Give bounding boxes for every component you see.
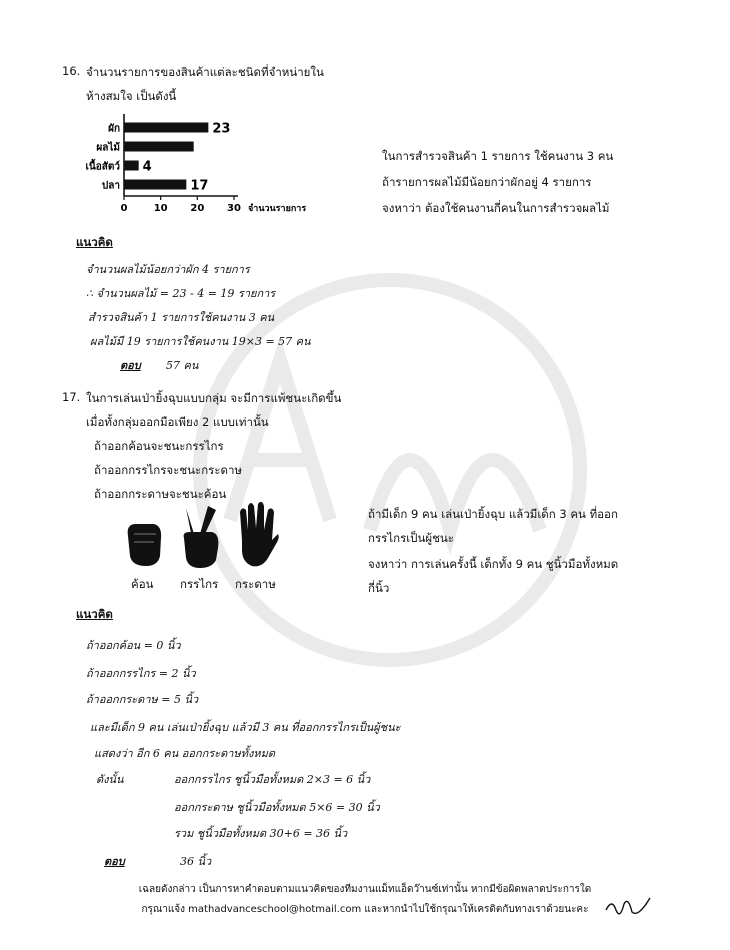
bar (124, 180, 186, 190)
q17-side-text-4: กี่นิ้ว (368, 581, 390, 595)
q16-side-text-2: ถ้ารายการผลไม้มีน้อยกว่าผักอยู่ 4 รายการ (382, 175, 592, 189)
q17-rule: ถ้าออกกระดาษจะชนะค้อน (94, 487, 227, 501)
q17-side-text-3: จงหาว่า การเล่นครั้งนี้ เด็กทั้ง 9 คน ชูนิ้วมือทั้งหมด (368, 557, 619, 571)
bar-chart (70, 110, 330, 220)
q16-solution-heading: แนวคิด (76, 235, 113, 249)
q17-answer-value: 36 นิ้ว (180, 855, 212, 868)
q17-solution-line: แสดงว่า อีก 6 คน ออกกระดาษทั้งหมด (94, 747, 275, 760)
hand-label-scissors: กรรไกร (180, 577, 219, 591)
q17-line1: ในการเล่นเป่ายิ้งฉุบแบบกลุ่ม จะมีการแพ้ชนะเกิดขึ้น (86, 391, 342, 405)
data-label: 4 (142, 159, 152, 175)
q17-rule: ถ้าออกค้อนจะชนะกรรไกร (94, 439, 224, 453)
open-hand-icon (234, 500, 280, 570)
q16-line2: ห้างสมใจ เป็นดังนี้ (86, 89, 177, 103)
q16-side-text-3: จงหาว่า ต้องใช้คนงานกี่คนในการสำรวจผลไม้ (382, 201, 610, 215)
signature-mark (604, 892, 654, 922)
data-label: 17 (190, 178, 209, 194)
q17-solution-line: ถ้าออกกระดาษ = 5 นิ้ว (86, 693, 199, 706)
q17-solution-heading: แนวคิด (76, 607, 113, 621)
x-tick-label: 0 (120, 203, 128, 214)
x-tick-label: 20 (190, 203, 205, 214)
category-label: ผัก (108, 123, 120, 135)
fist-icon (124, 516, 164, 568)
q17-calc-line: ออกกรรไกร ชูนิ้วมือทั้งหมด 2×3 = 6 นิ้ว (174, 773, 371, 786)
q16-solution-line: ผลไม้มี 19 รายการใช้คนงาน 19×3 = 57 คน (90, 335, 311, 348)
footer-line1: เฉลยดังกล่าว เป็นการหาคำตอบตามแนวคิดของทีมงานแม็ทแอ็ดว๊านซ์เท่านั้น หากมีข้อผิดพลาดประการใด (138, 884, 592, 895)
category-label: ผลไม้ (96, 142, 120, 154)
bar (124, 161, 139, 171)
q17-line2: เมื่อทั้งกลุ่มออกมือเพียง 2 แบบเท่านั้น (86, 415, 269, 429)
x-tick-label: 10 (153, 203, 168, 214)
q17-solution-line: ถ้าออกกรรไกร = 2 นิ้ว (86, 667, 196, 680)
q16-line1: จำนวนรายการของสินค้าแต่ละชนิดที่จำหน่ายใน (86, 65, 324, 79)
category-label: ปลา (101, 180, 120, 192)
q17-solution-line: และมีเด็ก 9 คน เล่นเป่ายิ้งฉุบ แล้วมี 3 คน ที่ออกกรรไกรเป็นผู้ชนะ (90, 721, 401, 734)
x-axis-label: จำนวนรายการ (248, 204, 307, 214)
q17-answer-label: ตอบ (104, 855, 125, 868)
q16-solution-line: จำนวนผลไม้น้อยกว่าผัก 4 รายการ (86, 263, 250, 276)
q16-solution-line: สำรวจสินค้า 1 รายการใช้คนงาน 3 คน (88, 311, 275, 324)
bar (124, 123, 208, 133)
data-label: 23 (212, 121, 231, 137)
x-tick-label: 30 (227, 203, 241, 214)
q17-side-text-1: ถ้ามีเด็ก 9 คน เล่นเป่ายิ้งฉุบ แล้วมีเด็ก 3 คน ที่ออก (368, 507, 618, 521)
q16-answer-label: ตอบ (120, 359, 141, 372)
hand-label-paper: กระดาษ (235, 577, 276, 591)
q17-calc-line: ออกกระดาษ ชูนิ้วมือทั้งหมด 5×6 = 30 นิ้ว (174, 801, 380, 814)
hand-label-rock: ค้อน (131, 577, 154, 591)
q17-number: 17. (62, 390, 81, 404)
q16-answer-value: 57 คน (166, 359, 199, 372)
q16-side-text-1: ในการสำรวจสินค้า 1 รายการ ใช้คนงาน 3 คน (382, 149, 614, 163)
scissors-hand-icon (178, 504, 222, 570)
category-label: เนื้อสัตว์ (85, 161, 120, 173)
q17-solution-line: ถ้าออกค้อน = 0 นิ้ว (86, 639, 181, 652)
q16-number: 16. (62, 64, 81, 78)
q17-rule: ถ้าออกกรรไกรจะชนะกระดาษ (94, 463, 243, 477)
bar (124, 142, 194, 152)
footer-line2: กรุณาแจ้ง mathadvanceschool@hotmail.com และหากนำไปใช้กรุณาให้เครดิตกับทางเราด้วยนะคะ (141, 904, 589, 915)
q16-solution-line: ∴ จำนวนผลไม้ = 23 - 4 = 19 รายการ (86, 287, 276, 300)
q17-so-label: ดังนั้น (96, 773, 124, 786)
q17-calc-line: รวม ชูนิ้วมือทั้งหมด 30+6 = 36 นิ้ว (174, 827, 348, 840)
q17-side-text-2: กรรไกรเป็นผู้ชนะ (368, 531, 454, 545)
